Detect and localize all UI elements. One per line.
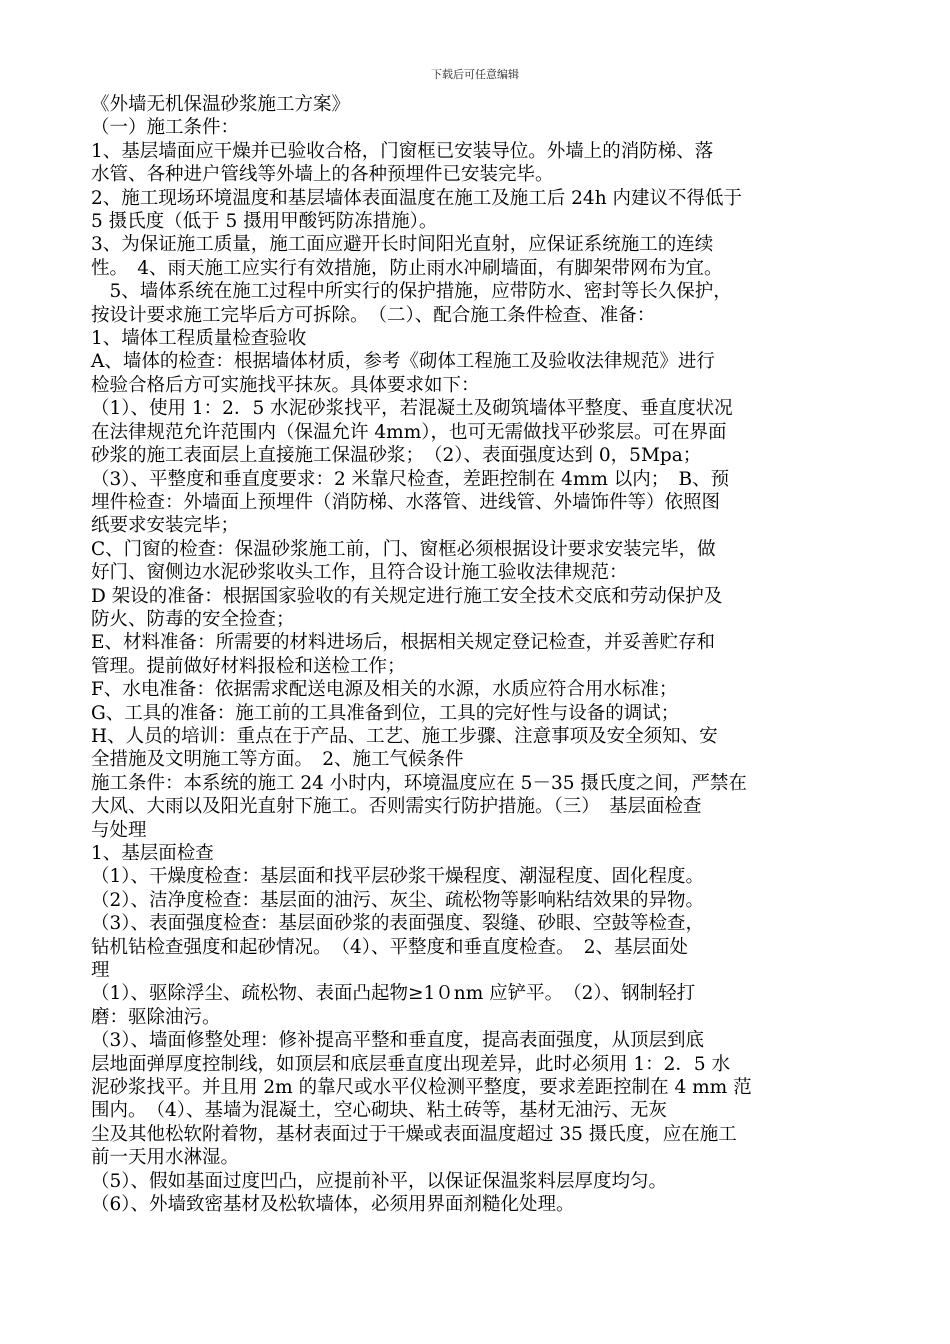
document-line: 5 摄氏度（低于 5 摄用甲酸钙防冻措施）。 [91, 211, 438, 233]
document-line: 1、基层墙面应干燥并已验收合格，门窗框已安装导位。外墙上的消防梯、落 [91, 140, 714, 162]
document-line: 按设计要求施工完毕后方可拆除。 （二）、配合施工条件检查、准备： [91, 304, 656, 326]
document-line: 好门、窗侧边水泥砂浆收头工作，且符合设计施工验收法律规范： [91, 562, 628, 584]
document-line: （1）、使用 1：2．5 水泥砂浆找平，若混凝土及砌筑墙体平整度、垂直度状况 [91, 398, 733, 420]
document-line: 防火、防毒的安全捡查； [91, 608, 295, 630]
document-line: E、材料准备：所需要的材料进场后，根据相关规定登记检查，并妥善贮存和 [91, 632, 716, 654]
document-line: H、人员的培训：重点在于产品、工艺、施工步骤、注意事项及安全须知、安 [91, 725, 718, 747]
document-line: 与处理 [91, 819, 147, 841]
document-line: （1）、干燥度检查：基层面和找平层砂浆干燥程度、潮湿程度、固化程度。 [91, 866, 705, 888]
document-line: 检验合格后方可实施找平抹灰。具体要求如下： [91, 374, 480, 396]
document-line: 围内。 （4）、基墙为混凝土，空心砌块、粘土砖等，基材无油污、无灰 [91, 1100, 668, 1122]
document-line: D 架设的准备：根据国家验收的有关规定进行施工安全技术交底和劳动保护及 [91, 585, 723, 607]
document-line: 性。 4、雨天施工应实行有效措施，防止雨水冲刷墙面，有脚架带网布为宜。 [91, 257, 723, 279]
document-line: 大风、大雨以及阳光直射下施工。否则需实行防护措施。（三） 基层面检查 [91, 796, 702, 818]
document-line: 前一天用水淋湿。 [91, 1147, 240, 1169]
document-line: （5）、假如基面过度凹凸，应提前补平，以保证保温浆料层厚度均匀。 [91, 1170, 668, 1192]
document-line: 2、施工现场环境温度和基层墙体表面温度在施工及施工后 24h 内建议不得低于 [91, 187, 742, 209]
document-line: 层地面弹厚度控制线，如顶层和底层垂直度出现差异，此时必须用 1：2．5 水 [91, 1053, 731, 1075]
document-line: （3）、墙面修整处理：修补提高平整和垂直度，提高表面强度，从顶层到底 [91, 1030, 705, 1052]
document-line: 3、为保证施工质量，施工面应避开长时间阳光直射，应保证系统施工的连续 [91, 234, 714, 256]
document-line: F、水电准备：依据需求配送电源及相关的水源，水质应符合用水标准； [91, 679, 678, 701]
document-line: （3）、平整度和垂直度要求：2 米靠尺检查，差距控制在 4mm 以内； B、预 [91, 468, 730, 490]
document-line: 《外墙无机保温砂浆施工方案》 [91, 94, 351, 115]
document-body [91, 93, 871, 1217]
document-line: 1、墙体工程质量检查验收 [91, 328, 307, 350]
document-line: G、工具的准备：施工前的工具准备到位，工具的完好性与设备的调试； [91, 702, 680, 724]
document-line: （3）、表面强度检查：基层面砂浆的表面强度、裂缝、砂眼、空鼓等检查， [91, 913, 705, 935]
document-line: 5、墙体系统在施工过程中所实行的保护措施，应带防水、密封等长久保护， [91, 281, 732, 303]
document-line: 管理。提前做好材料报检和送检工作； [91, 655, 406, 677]
document-line: （2）、洁净度检查：基层面的油污、灰尘、疏松物等影响粘结效果的异物。 [91, 889, 705, 911]
document-line: 砂浆的施工表面层上直接施工保温砂浆； （2）、表面强度达到 0，5Mpa； [91, 445, 702, 467]
document-line: 水管、各种进户管线等外墙上的各种预埋件已安装完毕。 [91, 164, 554, 186]
document-line: 尘及其他松软附着物，基材表面过于干燥或表面温度超过 35 摄氏度，应在施工 [91, 1123, 737, 1145]
document-line: 1、基层面检查 [91, 843, 214, 864]
document-line: 理 [91, 960, 110, 982]
document-line: 磨：驱除油污。 [91, 1006, 221, 1028]
document-line: 埋件检查：外墙面上预埋件（消防梯、水落管、进线管、外墙饰件等）依照图 [91, 491, 721, 513]
page-header-note: 下载后可任意编辑 [431, 68, 519, 81]
document-line: A、墙体的检查：根据墙体材质，参考《砌体工程施工及验收法律规范》进行 [91, 351, 715, 373]
document-line: （6）、外墙致密基材及松软墙体，必须用界面剂糙化处理。 [91, 1194, 575, 1216]
document-line: 泥砂浆找平。并且用 2m 的靠尺或水平仪检测平整度，要求差距控制在 4 mm 范 [91, 1077, 752, 1099]
document-line: （一）施工条件： [91, 117, 240, 139]
document-line: 全措施及文明施工等方面。 2、施工气候条件 [91, 749, 464, 771]
document-line: 钻机钻检查强度和起砂情况。 （4）、平整度和垂直度检查。 2、基层面处 [91, 936, 689, 958]
document-line: （1）、驱除浮尘、疏松物、表面凸起物≥1０nm 应铲平。 （2）、钢制轻打 [91, 983, 696, 1005]
document-line: C、门窗的检查：保温砂浆施工前，门、窗框必须根据设计要求安装完毕，做 [91, 538, 716, 560]
document-line: 纸要求安装完毕； [91, 515, 240, 537]
document-line: 施工条件：本系统的施工 24 小时内，环境温度应在 5－35 摄氏度之间，严禁在 [91, 772, 747, 794]
document-line: 在法律规范允许范围内（保温允许 4mm），也可无需做找平砂浆层。可在界面 [91, 421, 727, 443]
